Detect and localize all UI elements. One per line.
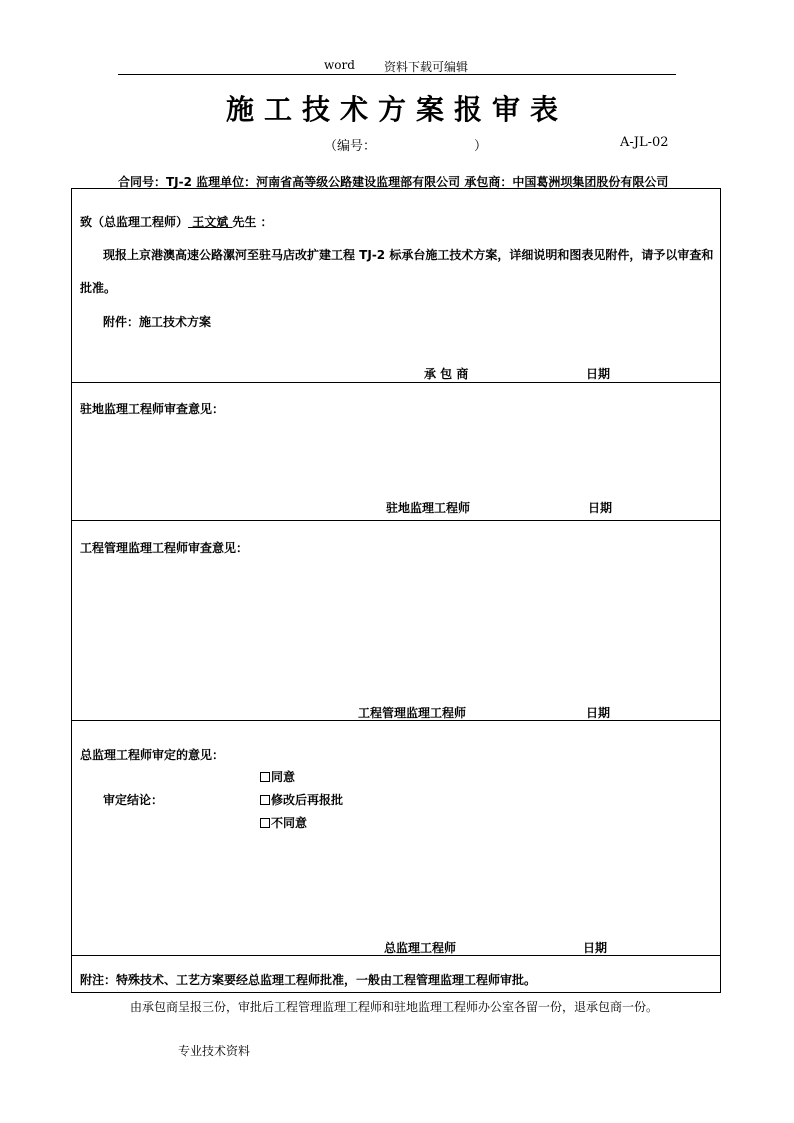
resident-opinion-label: 驻地监理工程师审查意见： [80,402,225,416]
chief-opinion-label: 总监理工程师审定的意见： [80,748,225,762]
header-edit-note: 资料下载可编辑 [384,60,469,74]
section-divider [72,520,720,521]
submission-body-line1: 现报上京港澳高速公路漯河至驻马店改扩建工程 TJ-2 标承台施工技术方案，详细说明和图表见附件，请予以审查和 [103,248,714,262]
management-date-label: 日期 [586,706,611,720]
option-reject[interactable] [260,814,307,831]
checkbox-icon[interactable] [260,772,270,782]
attachment-line: 附件：施工技术方案 [103,315,212,329]
chief-date-label: 日期 [583,941,608,955]
addressee-prefix: 致（总监理工程师） [80,215,189,229]
remark-note: 附注：特殊技术、工艺方案要经总监理工程师批准，一般由工程管理监理工程师审批。 [80,973,537,987]
option-approve[interactable] [260,768,295,785]
management-opinion-label: 工程管理监理工程师审查意见： [80,541,249,555]
resident-sign-label: 驻地监理工程师 [386,501,471,515]
contractor-sign-label: 承 包 商 [424,367,469,381]
conclusion-label: 审定结论： [103,793,164,807]
submission-body-line2: 批准。 [80,281,117,295]
chief-sign-label: 总监理工程师 [384,941,457,955]
header-word-label: word [324,58,355,72]
section-divider [72,720,720,721]
form-title: 施工技术方案报审表 [225,93,568,126]
addressee-line [80,213,273,230]
contract-info-line: 合同号：TJ-2 监理单位：河南省高等级公路建设监理部有限公司 承包商：中国葛洲坝集团股份有限公司 [118,175,669,189]
serial-number-close: ） [474,139,488,154]
option-approve-label: 同意 [271,770,296,784]
chief-engineer-name: 王文斌 [188,215,233,229]
option-revise-label: 修改后再报批 [271,793,344,807]
addressee-suffix: 先生 ： [232,215,273,229]
checkbox-icon[interactable] [260,795,270,805]
section-divider [72,382,720,383]
resident-date-label: 日期 [588,501,613,515]
management-sign-label: 工程管理监理工程师 [358,706,467,720]
header-rule [118,74,676,75]
distribution-note: 由承包商呈报三份，审批后工程管理监理工程师和驻地监理工程师办公室各留一份，退承包商一份。 [130,1000,659,1014]
review-form-table [71,188,721,993]
serial-number-label: （编号： [324,139,377,154]
section-divider [72,955,720,956]
option-revise-resubmit[interactable] [260,791,343,808]
doc-category-label: 专业技术资料 [178,1044,251,1058]
contractor-date-label: 日期 [586,367,611,381]
form-code: A-JL-02 [620,135,669,150]
option-reject-label: 不同意 [271,816,308,830]
checkbox-icon[interactable] [260,818,270,828]
